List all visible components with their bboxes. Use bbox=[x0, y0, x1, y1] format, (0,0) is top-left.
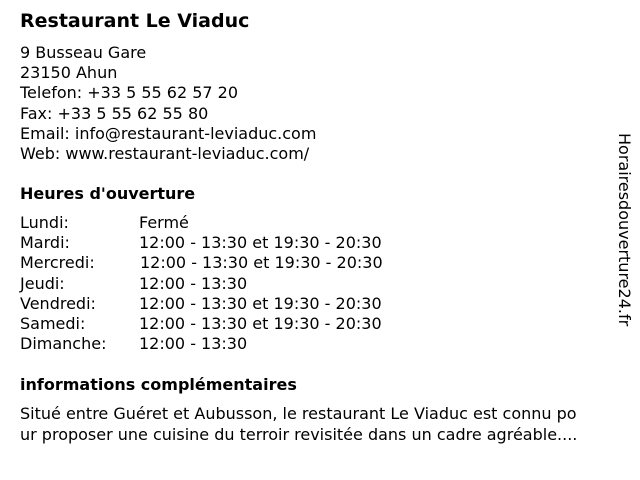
hours-time: 12:00 - 13:30 bbox=[139, 273, 248, 293]
additional-info-heading: informations complémentaires bbox=[20, 375, 297, 394]
restaurant-description bbox=[20, 403, 630, 445]
hours-time: 12:00 - 13:30 et 19:30 - 20:30 bbox=[139, 233, 382, 253]
address-street: 9 Busseau Gare bbox=[20, 43, 147, 62]
email-address: Email: info@restaurant-leviaduc.com bbox=[20, 123, 317, 143]
hours-day: Mercredi: bbox=[20, 253, 95, 273]
address-city: 23150 Ahun bbox=[20, 63, 118, 83]
phone-number: Telefon: +33 5 55 62 57 20 bbox=[20, 83, 239, 103]
description-line: ur proposer une cuisine du terroir revisitée dans un cadre agréable.... bbox=[20, 425, 578, 444]
hours-day: Mardi: bbox=[20, 233, 70, 253]
opening-hours-heading: Heures d'ouverture bbox=[20, 184, 196, 203]
restaurant-name: Restaurant Le Viaduc bbox=[20, 10, 250, 32]
hours-day: Jeudi: bbox=[20, 273, 65, 293]
hours-time: 12:00 - 13:30 et 19:30 - 20:30 bbox=[139, 293, 382, 313]
website-address: Web: www.restaurant-leviaduc.com/ bbox=[20, 143, 310, 163]
site-watermark: Horairesdouverture24.fr bbox=[615, 133, 634, 327]
description-line: Situé entre Guéret et Aubusson, le restaurant Le Viaduc est connu po bbox=[20, 404, 577, 423]
hours-time: 12:00 - 13:30 bbox=[139, 334, 248, 354]
hours-time: Fermé bbox=[139, 213, 189, 232]
hours-time: 12:00 - 13:30 et 19:30 - 20:30 bbox=[139, 313, 382, 333]
hours-day: Dimanche: bbox=[20, 334, 107, 354]
fax-number: Fax: +33 5 55 62 55 80 bbox=[20, 103, 209, 123]
hours-day: Samedi: bbox=[20, 313, 86, 333]
hours-day: Vendredi: bbox=[20, 293, 96, 313]
hours-time: 12:00 - 13:30 et 19:30 - 20:30 bbox=[140, 253, 383, 273]
hours-day: Lundi: bbox=[20, 213, 69, 232]
contact-block bbox=[20, 43, 316, 164]
